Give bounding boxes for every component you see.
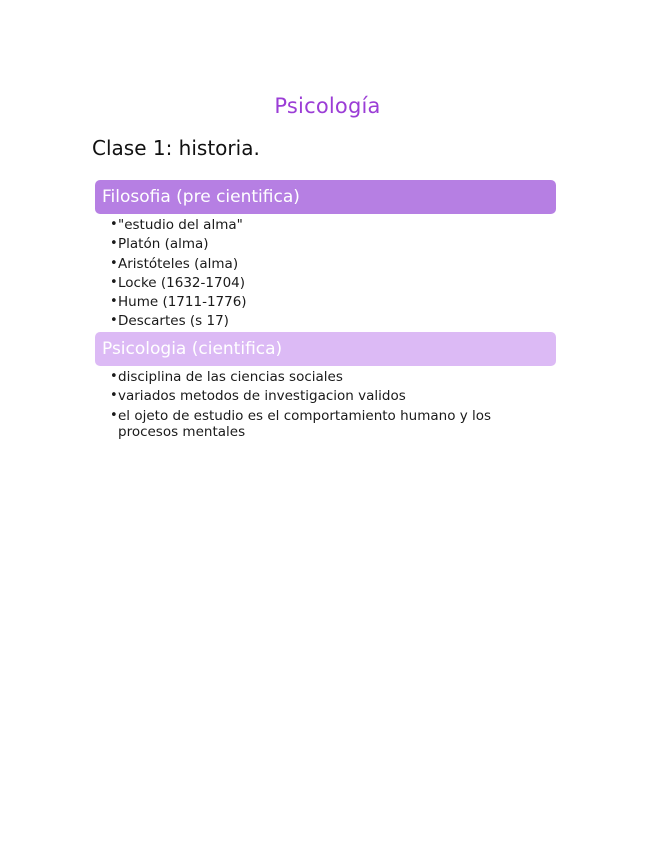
section-header: Filosofia (pre cientifica) xyxy=(95,180,556,214)
section-header: Psicologia (cientifica) xyxy=(95,332,556,366)
list-item xyxy=(110,294,513,310)
list-item-text: Aristóteles (alma) xyxy=(118,255,239,272)
list-item xyxy=(110,313,513,329)
list-item-text: "estudio del alma" xyxy=(118,217,243,233)
section-psicologia xyxy=(95,332,556,443)
bullet-icon: • xyxy=(110,369,118,384)
list-item xyxy=(110,217,513,233)
section-filosofia xyxy=(95,180,556,333)
list-item xyxy=(110,236,513,252)
list-item-text: Hume (1711-1776) xyxy=(118,294,247,311)
document-title: Psicología xyxy=(274,94,381,118)
bullet-icon: • xyxy=(110,274,118,290)
bullet-icon: • xyxy=(110,236,118,252)
list-item xyxy=(110,275,513,291)
bullet-list xyxy=(110,217,556,329)
list-item xyxy=(110,408,513,440)
list-item xyxy=(110,369,513,385)
list-item-text: disciplina de las ciencias sociales xyxy=(118,369,343,385)
bullet-icon: • xyxy=(110,388,118,404)
class-heading: Clase 1: historia. xyxy=(92,136,260,160)
bullet-icon: • xyxy=(110,217,118,232)
list-item-text: Locke (1632-1704) xyxy=(118,274,246,291)
list-item xyxy=(110,388,513,404)
list-item-text: Descartes (s 17) xyxy=(118,313,229,330)
bullet-icon: • xyxy=(110,407,118,423)
bullet-list xyxy=(110,369,556,440)
list-item-text: Platón (alma) xyxy=(118,236,209,253)
list-item-text: variados metodos de investigacion validos xyxy=(118,388,406,405)
bullet-icon: • xyxy=(110,255,118,271)
bullet-icon: • xyxy=(110,313,118,329)
bullet-icon: • xyxy=(110,294,118,310)
list-item xyxy=(110,256,513,272)
list-item-text: el ojeto de estudio es el comportamiento humano y los procesos mentales xyxy=(118,407,492,440)
